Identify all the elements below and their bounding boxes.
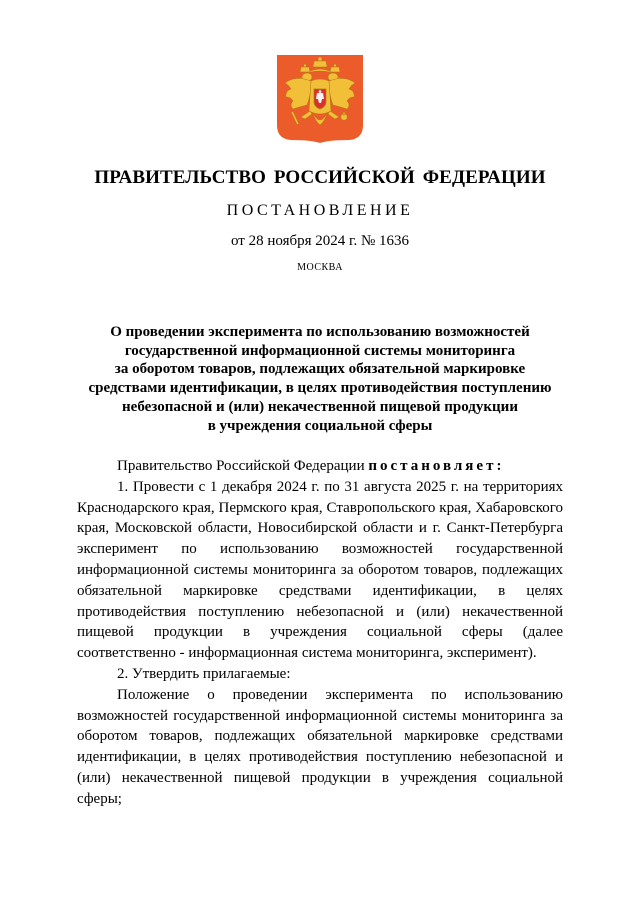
- document-type: ПОСТАНОВЛЕНИЕ: [226, 202, 414, 219]
- heading-line: средствами идентификации, в целях противодействия поступлению: [88, 380, 552, 397]
- heading-line: О проведении эксперимента по использованию возможностей: [110, 324, 530, 340]
- document-heading: [60, 323, 580, 435]
- government-title: ПРАВИТЕЛЬСТВО РОССИЙСКОЙ ФЕДЕРАЦИИ: [94, 167, 546, 188]
- heading-line: государственной информационной системы мониторинга: [124, 342, 516, 359]
- document-date-number: от 28 ноября 2024 г. № 1636: [230, 233, 410, 249]
- paragraph-intro: [77, 456, 563, 477]
- paragraph-1: 1. Провести с 1 декабря 2024 г. по 31 августа 2025 г. на территориях Краснодарского края, Пермского края, Ставропольского края, Хабаровского края, Московской области, Новосибирской области и г. Санкт-Петербурга эксперимент по использованию возможностей государственной информационной системы мониторинга за оборотом товаров, подлежащих обязательной маркировке средствами идентификации, в целях противодействия поступлению небезопасной и (или) некачественной пищевой продукции в учреждения социальной сферы (далее соответственно - информационная система мониторинга, эксперимент).: [77, 478, 563, 662]
- document-body: [77, 456, 563, 810]
- heading-line: за оборотом товаров, подлежащих обязательной маркировке: [114, 361, 526, 378]
- coat-of-arms-icon: [277, 55, 363, 143]
- paragraph-2: 2. Утвердить прилагаемые:: [117, 665, 291, 682]
- heading-line: в учреждения социальной сферы: [207, 417, 433, 434]
- intro-text: Правительство Российской Федерации: [117, 458, 365, 474]
- document-city: МОСКВА: [297, 262, 343, 273]
- heading-line: небезопасной и (или) некачественной пищевой продукции: [122, 398, 518, 415]
- decree-word: постановляет:: [368, 458, 505, 474]
- paragraph-3: Положение о проведении эксперимента по использованию возможностей государственной информационной системы мониторинга за оборотом товаров, подлежащих обязательной маркировке средствами идентификации, в целях противодействия поступлению небезопасной и (или) некачественной пищевой продукции в учреждения социальной сферы;: [77, 686, 563, 807]
